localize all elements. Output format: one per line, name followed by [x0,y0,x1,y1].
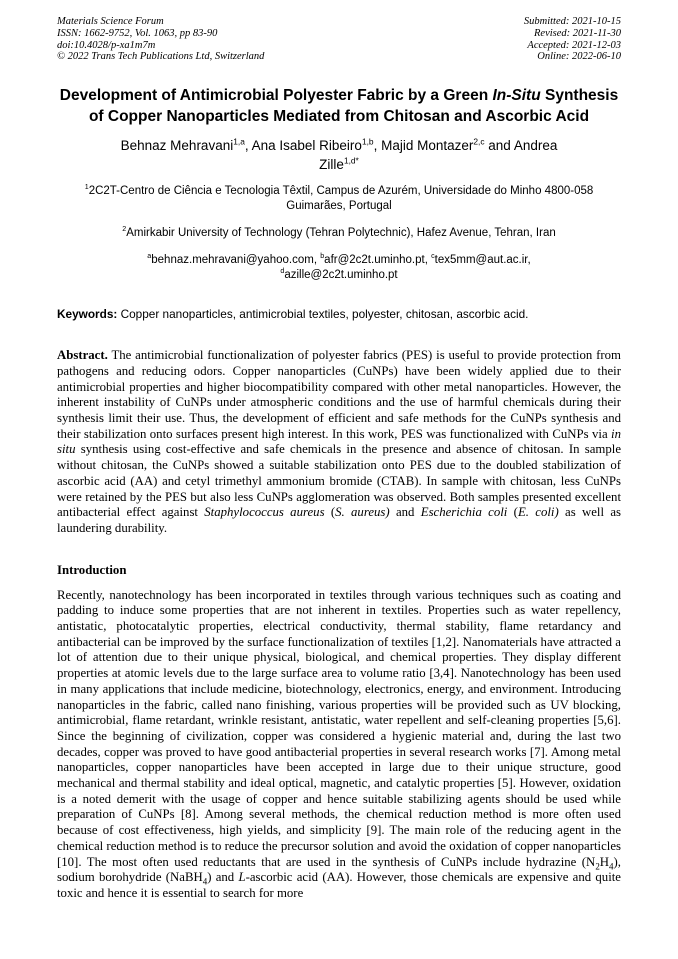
revised-date: Revised: 2021-11-30 [534,27,621,39]
keywords-line [57,307,621,322]
author-4: Andrea Zille [319,138,558,173]
affiliation-2-sup: 2 [122,225,127,234]
email-3: tex5mm@aut.ac.ir [434,254,528,267]
author-2-affil-sup: 1,b [361,136,374,147]
email-3-sup: c [431,252,435,261]
affiliation-1-text: 2C2T-Centro de Ciência e Tecnologia Têxtil, Campus de Azurém, Universidade do Minho 4800-058 Guimarães, Portugal [88,185,594,213]
author-separator: , [244,138,252,154]
email-1: behnaz.mehravani@yahoo.com [151,254,314,267]
author-3: Majid Montazer [381,138,474,154]
author-1: Behnaz Mehravani [120,138,234,154]
paper-title-text-pre: Development of Antimicrobial Polyester Fabric by a Green [59,87,493,105]
author-2: Ana Isabel Ribeiro [251,138,362,154]
abstract-text: ( [507,505,518,520]
author-1-affil-sup: 1,a [233,136,245,147]
chemical-subscript: 4 [609,861,614,872]
author-separator: , [373,138,382,154]
email-4-sup: d [280,267,285,276]
email-1-sup: a [147,252,152,261]
paper-title-italic: In-Situ [492,87,541,105]
journal-issn-volume: ISSN: 1662-9752, Vol. 1063, pp 83-90 [57,27,218,39]
abstract-italic-s-aureus: Staphylococcus aureus [204,505,325,520]
journal-header [57,16,621,63]
journal-name: Materials Science Forum [57,16,164,27]
paper-title [57,85,621,127]
journal-copyright: © 2022 Trans Tech Publications Ltd, Switzerland [57,51,265,63]
introduction-italic-l: L [238,870,246,885]
journal-doi: doi:10.4028/p-xa1m7m [57,39,156,51]
affiliation-1 [57,184,621,214]
introduction-paragraph [57,588,621,902]
email-4: azille@2c2t.uminho.pt [284,269,398,282]
chemical-subscript: 4 [202,876,208,887]
abstract-italic-e-coli-abbr: E. coli) [517,505,559,520]
accepted-date: Accepted: 2021-12-03 [527,39,621,51]
author-emails-line [124,253,554,283]
abstract-text: ( [324,505,336,520]
introduction-text: -ascorbic acid (AA). However, those chemicals are expensive and quite toxic and hence it is essential to search for more [57,870,621,900]
introduction-text: ) and [207,870,239,885]
email-separator: , [424,254,432,267]
chemical-subscript: 2 [595,861,600,872]
authors-line [104,136,574,174]
submitted-date: Submitted: 2021-10-15 [523,16,621,27]
email-separator: , [527,254,531,267]
abstract-text: and [389,505,421,520]
author-separator: and [484,138,514,154]
introduction-text: Recently, nanotechnology has been incorporated in textiles through various techniques such as coating and padding to induce some properties that are not inherent in textiles. Properties such as water repellency, antistatic, photocatalytic properties, electrical conductivity, thermal stability, flame retardancy and antibacterial can be improved by the surface functionalization of textiles [1,2]. Nanomaterials have attracted a lot of attention due to their unique physical, biological, and chemical properties. They display different properties at atomic levels due to the large surface area to volume ratio [3,4]. Nanotechnology has been used in many applications that include medicine, biotechnology, electronics, energy, and environment. Introducing nanoparticles in the fabric, called nano finishing, various properties will be provided such as UV blocking, antimicrobial, flame retardant, wrinkle resistant, antistatic, water repellent and self-cleaning properties [5,6]. Since the beginning of civilization, copper was considered a hygienic material and, during the last two decades, copper was proved to have good antibacterial properties in several research works [7]. Among metal nanoparticles, copper nanoparticles have been accepted in large due to their unique structure, good mechanical and thermal stability and ideal optical, magnetic, and catalytic properties [5]. However, oxidation is a noted demerit with the usage of copper and hence suitable stabilizing agents should be used while preparation of CuNPs [8]. Among several methods, the chemical reduction method is more often used because of cost effectiveness, high yields, and simplicity [9]. The main role of the reducing agent in the chemical reduction method is to reduce the precursor solution and avoid the oxidation of copper nanoparticles [10]. The most often used reductants that are used in the synthesis of CuNPs include hydrazine (N [57,587,621,869]
abstract-italic-s-aureus-abbr: S. aureus) [335,505,390,520]
author-3-affil-sup: 2,c [473,136,485,147]
online-date: Online: 2022-06-10 [537,51,621,63]
affiliation-2-text: Amirkabir University of Technology (Tehran Polytechnic), Hafez Avenue, Tehran, Iran [126,227,556,240]
author-4-affil-sup: 1,d* [343,155,359,166]
abstract-text: The antimicrobial functionalization of polyester fabrics (PES) is useful to provide protection from pathogens and reducing odors. Copper nanoparticles (CuNPs) have been widely applied due to their antimicrobial properties and higher biocompatibility compared with other metal nanoparticles. However, the inherent instability of CuNPs under atmospheric conditions and the use of harmful chemicals during their synthesis limit their use. Thus, the development of efficient and safe methods for the CuNPs synthesis and their stabilization onto surfaces present high interest. In this work, PES was functionalized with CuNPs via [57,348,621,441]
affiliation-2 [57,226,621,241]
introduction-heading: Introduction [57,562,127,577]
introduction-text: H [599,854,610,869]
abstract-text: synthesis using cost-effective and safe chemicals in the presence and absence of chitosan. In sample without chitosan, the CuNPs showed a suitable stabilization onto PES due to the doubled stabilization of ascorbic acid (AA) and cetyl trimethyl ammonium bromide (CTAB). In sample with chitosan, less CuNPs were retained by the PES but also less CuNPs agglomeration was observed. Both samples presented excellent antibacterial effect against [57,442,621,520]
introduction-text: ), sodium borohydride (NaBH [57,854,621,885]
abstract-text: as well as laundering durability. [57,505,621,535]
submission-dates-block [524,16,621,63]
abstract-italic-in-situ: in situ [57,426,621,457]
abstract-italic-e-coli: Escherichia coli [420,505,508,520]
keywords-label: Keywords: [57,307,118,322]
email-2: afr@2c2t.uminho.pt [324,254,425,267]
affiliation-1-sup: 1 [84,183,89,192]
keywords-text: Copper nanoparticles, antimicrobial textiles, polyester, chitosan, ascorbic acid. [117,307,529,322]
abstract-label: Abstract. [57,348,108,363]
email-2-sup: b [320,252,325,261]
email-separator: , [313,254,321,267]
paper-title-text-post: Synthesis of Copper Nanoparticles Mediated from Chitosan and Ascorbic Acid [88,87,619,126]
journal-info-block [57,16,264,63]
abstract-paragraph [57,348,621,536]
